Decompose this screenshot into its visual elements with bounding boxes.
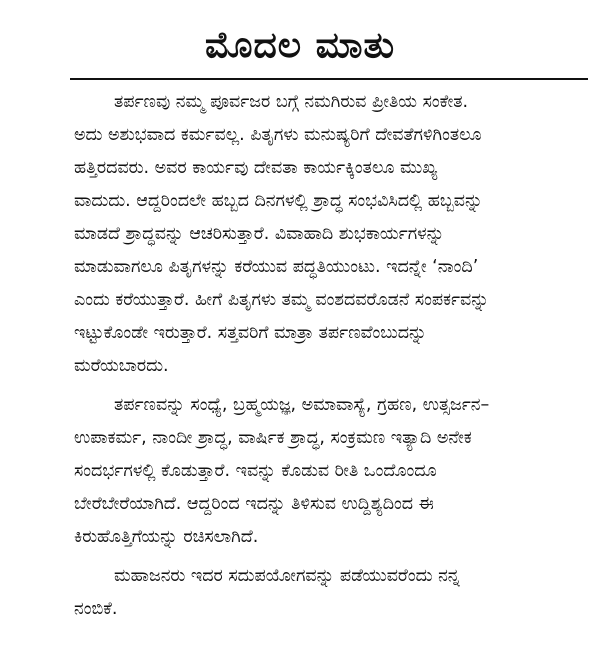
text-line: ಇಟ್ಟುಕೊಂಡೇ ಇರುತ್ತಾರೆ. ಸತ್ತವರಿಗೆ ಮಾತ್ರಾ ತರ್ಪಣವೆಂಬುದನ್ನು [74,323,427,343]
paragraph-1 [74,86,586,383]
text-line: ಸಂದರ್ಭಗಳಲ್ಲಿ ಕೊಡುತ್ತಾರೆ. ಇವನ್ನು ಕೊಡುವ ರೀತಿ ಒಂದೊಂದೂ [74,461,437,481]
text-line: ಅದು ಅಶುಭವಾದ ಕರ್ಮವಲ್ಲ. ಪಿತೃಗಳು ಮನುಷ್ಯರಿಗೆ ದೇವತೆಗಳಿಗಿಂತಲೂ [74,125,482,145]
text-line: ತರ್ಪಣವು ನಮ್ಮ ಪೂರ್ವಜರ ಬಗ್ಗೆ ನಮಗಿರುವ ಪ್ರೀತಿಯ ಸಂಕೇತ. [114,92,469,112]
text-line: ಮಹಾಜನರು ಇದರ ಸದುಪಯೋಗವನ್ನು ಪಡೆಯುವರೆಂದು ನನ್ನ [114,566,460,586]
text-line: ನಂಬಿಕೆ. [74,599,118,619]
text-line: ಕಿರುಹೊತ್ತಿಗೆಯನ್ನು ರಚಿಸಲಾಗಿದೆ. [74,527,259,547]
text-line: ಮರೆಯಬಾರದು. [74,356,169,376]
title-underline [70,78,588,80]
paragraph-3 [74,560,586,626]
text-line: ಹತ್ತಿರದವರು. ಅವರ ಕಾರ್ಯವು ದೇವತಾ ಕಾರ್ಯಕ್ಕಿಂತಲೂ ಮುಖ್ಯ [74,158,438,178]
text-line: ಬೇರೆಬೇರೆಯಾಗಿದೆ. ಆದ್ದರಿಂದ ಇದನ್ನು ತಿಳಿಸುವ ಉದ್ದಿಶ್ಯದಿಂದ ಈ [74,494,434,514]
text-line: ಉಪಾಕರ್ಮ, ನಾಂದೀ ಶ್ರಾದ್ಧ, ವಾರ್ಷಿಕ ಶ್ರಾದ್ಧ, ಸಂಕ್ರಮಣ ಇತ್ಯಾದಿ ಅನೇಕ [74,428,472,448]
body-text [74,86,586,626]
text-line: ಎಂದು ಕರೆಯುತ್ತಾರೆ. ಹೀಗೆ ಪಿತೃಗಳು ತಮ್ಮ ವಂಶದವರೊಡನೆ ಸಂಪರ್ಕವನ್ನು [74,290,489,310]
text-line: ವಾದುದು. ಆದ್ದರಿಂದಲೇ ಹಬ್ಬದ ದಿನಗಳಲ್ಲಿ ಶ್ರಾದ್ಧ ಸಂಭವಿಸಿದಲ್ಲಿ ಹಬ್ಬವನ್ನು [74,191,483,211]
text-line: ಮಾಡದೆ ಶ್ರಾದ್ಧವನ್ನು ಆಚರಿಸುತ್ತಾರೆ. ವಿವಾಹಾದಿ ಶುಭಕಾರ್ಯಗಳನ್ನು [74,224,445,244]
text-line: ತರ್ಪಣವನ್ನು ಸಂಧ್ಯೆ, ಬ್ರಹ್ಮಯಜ್ಞ, ಅಮಾವಾಸ್ಯೆ, ಗ್ರಹಣ, ಉತ್ಸರ್ಜನ– [114,395,490,415]
paragraph-2 [74,389,586,554]
text-line: ಮಾಡುವಾಗಲೂ ಪಿತೃಗಳನ್ನು ಕರೆಯುವ ಪದ್ಧತಿಯುಂಟು. ಇದನ್ನೇ ‘ನಾಂದಿ’ [74,257,479,277]
page-title: ಮೊದಲ ಮಾತು [204,25,396,66]
